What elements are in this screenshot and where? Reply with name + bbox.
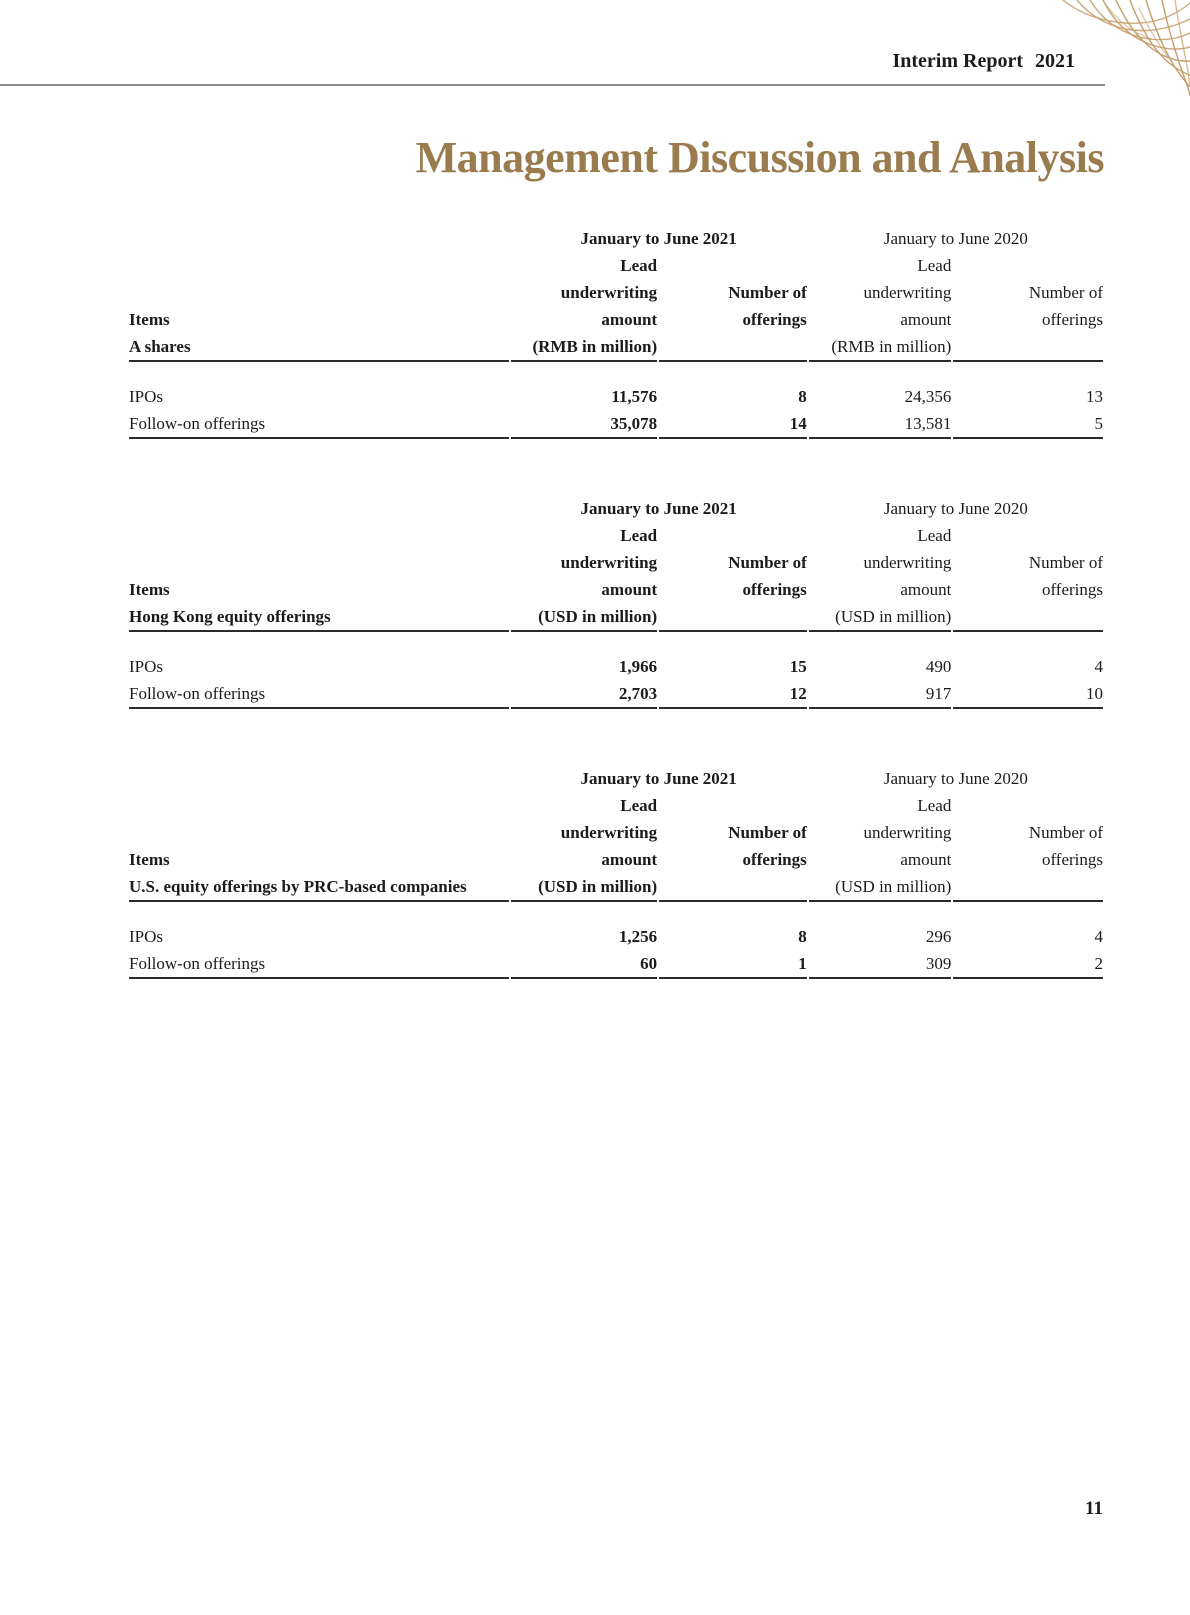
row-label: IPOs [129,657,164,676]
col-header-offerings-2021: offerings [742,580,807,599]
col-header-lead-2020: Lead [917,256,952,275]
offerings-2021-value: 8 [798,927,807,946]
table-us-equity-offerings [127,765,1105,979]
table-row [129,680,1103,709]
period-header-row [129,495,1103,522]
table-row [129,923,1103,950]
unit-2021: (USD in million) [511,603,658,632]
column-header-row [129,306,1103,333]
table-row [129,653,1103,680]
col-header-amount-2021: amount [601,850,658,869]
items-label: Items [129,580,170,599]
subtitle-row [129,603,1103,632]
amount-2020-value: 309 [809,950,952,979]
content-area [127,225,1105,1035]
row-label: IPOs [129,387,164,406]
header-divider [0,84,1105,86]
col-header-numberof-2020: Number of [1028,553,1103,572]
page-number: 11 [1085,1498,1103,1519]
period-2020-label: January to June 2020 [883,499,1028,518]
amount-2020-value: 13,581 [809,410,952,439]
col-header-offerings-2020: offerings [1041,310,1103,329]
col-header-numberof-2020: Number of [1028,283,1103,302]
col-header-numberof-2021: Number of [728,823,807,842]
offerings-2020-value: 4 [1094,927,1103,946]
period-2021-label: January to June 2021 [580,499,737,518]
table-row [129,410,1103,439]
col-header-amount-2020: amount [900,310,952,329]
report-header-label: Interim Report [892,50,1023,72]
amount-2020-value: 917 [809,680,952,709]
column-header-row [129,792,1103,819]
offerings-2020-value: 4 [1094,657,1103,676]
offerings-2021-value: 1 [659,950,807,979]
table-subtitle: U.S. equity offerings by PRC-based companies [129,873,509,902]
column-header-row [129,576,1103,603]
period-2020-label: January to June 2020 [883,769,1028,788]
col-header-lead-2021: Lead [620,796,658,815]
unit-2021: (USD in million) [511,873,658,902]
column-header-row [129,819,1103,846]
subtitle-row [129,333,1103,362]
col-header-amount-2020: amount [900,580,952,599]
items-label: Items [129,310,170,329]
offerings-2020-value: 2 [953,950,1103,979]
column-header-row [129,252,1103,279]
amount-2020-value: 490 [925,657,952,676]
col-header-underwriting-2020: underwriting [863,823,952,842]
amount-2021-value: 11,576 [611,387,658,406]
offerings-2021-value: 8 [798,387,807,406]
col-header-underwriting-2020: underwriting [863,283,952,302]
table-a-shares [127,225,1105,439]
col-header-lead-2021: Lead [620,256,658,275]
col-header-numberof-2021: Number of [728,553,807,572]
unit-2021: (RMB in million) [511,333,658,362]
col-header-numberof-2021: Number of [728,283,807,302]
offerings-2020-value: 5 [953,410,1103,439]
table-subtitle: A shares [129,333,509,362]
amount-2021-value: 1,966 [618,657,658,676]
amount-2020-value: 24,356 [904,387,952,406]
wave-pattern-icon [1055,0,1190,100]
row-label: Follow-on offerings [129,950,509,979]
col-header-amount-2021: amount [601,580,658,599]
items-label: Items [129,850,170,869]
amount-2021-value: 1,256 [618,927,658,946]
amount-2021-value: 2,703 [511,680,658,709]
period-2021-label: January to June 2021 [580,229,737,248]
period-2020-label: January to June 2020 [883,229,1028,248]
col-header-amount-2021: amount [601,310,658,329]
col-header-amount-2020: amount [900,850,952,869]
report-header-year: 2021 [1035,50,1075,72]
col-header-numberof-2020: Number of [1028,823,1103,842]
table-hk-equity-offerings [127,495,1105,709]
col-header-underwriting-2020: underwriting [863,553,952,572]
col-header-underwriting-2021: underwriting [560,823,658,842]
table-row [129,383,1103,410]
unit-2020: (RMB in million) [809,333,952,362]
offerings-2021-value: 15 [789,657,807,676]
col-header-offerings-2021: offerings [742,850,807,869]
period-header-row [129,225,1103,252]
col-header-underwriting-2021: underwriting [560,553,658,572]
row-label: Follow-on offerings [129,410,509,439]
table-row [129,950,1103,979]
page-title: Management Discussion and Analysis [415,133,1104,183]
offerings-2020-value: 10 [953,680,1103,709]
col-header-underwriting-2021: underwriting [560,283,658,302]
col-header-lead-2020: Lead [917,796,952,815]
amount-2020-value: 296 [925,927,952,946]
col-header-offerings-2021: offerings [742,310,807,329]
col-header-lead-2021: Lead [620,526,658,545]
offerings-2021-value: 14 [659,410,807,439]
row-label: IPOs [129,927,164,946]
period-header-row [129,765,1103,792]
row-label: Follow-on offerings [129,680,509,709]
column-header-row [129,549,1103,576]
report-header [0,50,1075,73]
column-header-row [129,846,1103,873]
column-header-row [129,522,1103,549]
amount-2021-value: 35,078 [511,410,658,439]
col-header-lead-2020: Lead [917,526,952,545]
offerings-2020-value: 13 [1086,387,1103,406]
amount-2021-value: 60 [511,950,658,979]
unit-2020: (USD in million) [809,603,952,632]
col-header-offerings-2020: offerings [1041,850,1103,869]
period-2021-label: January to June 2021 [580,769,737,788]
unit-2020: (USD in million) [809,873,952,902]
subtitle-row [129,873,1103,902]
col-header-offerings-2020: offerings [1041,580,1103,599]
offerings-2021-value: 12 [659,680,807,709]
column-header-row [129,279,1103,306]
table-subtitle: Hong Kong equity offerings [129,603,509,632]
